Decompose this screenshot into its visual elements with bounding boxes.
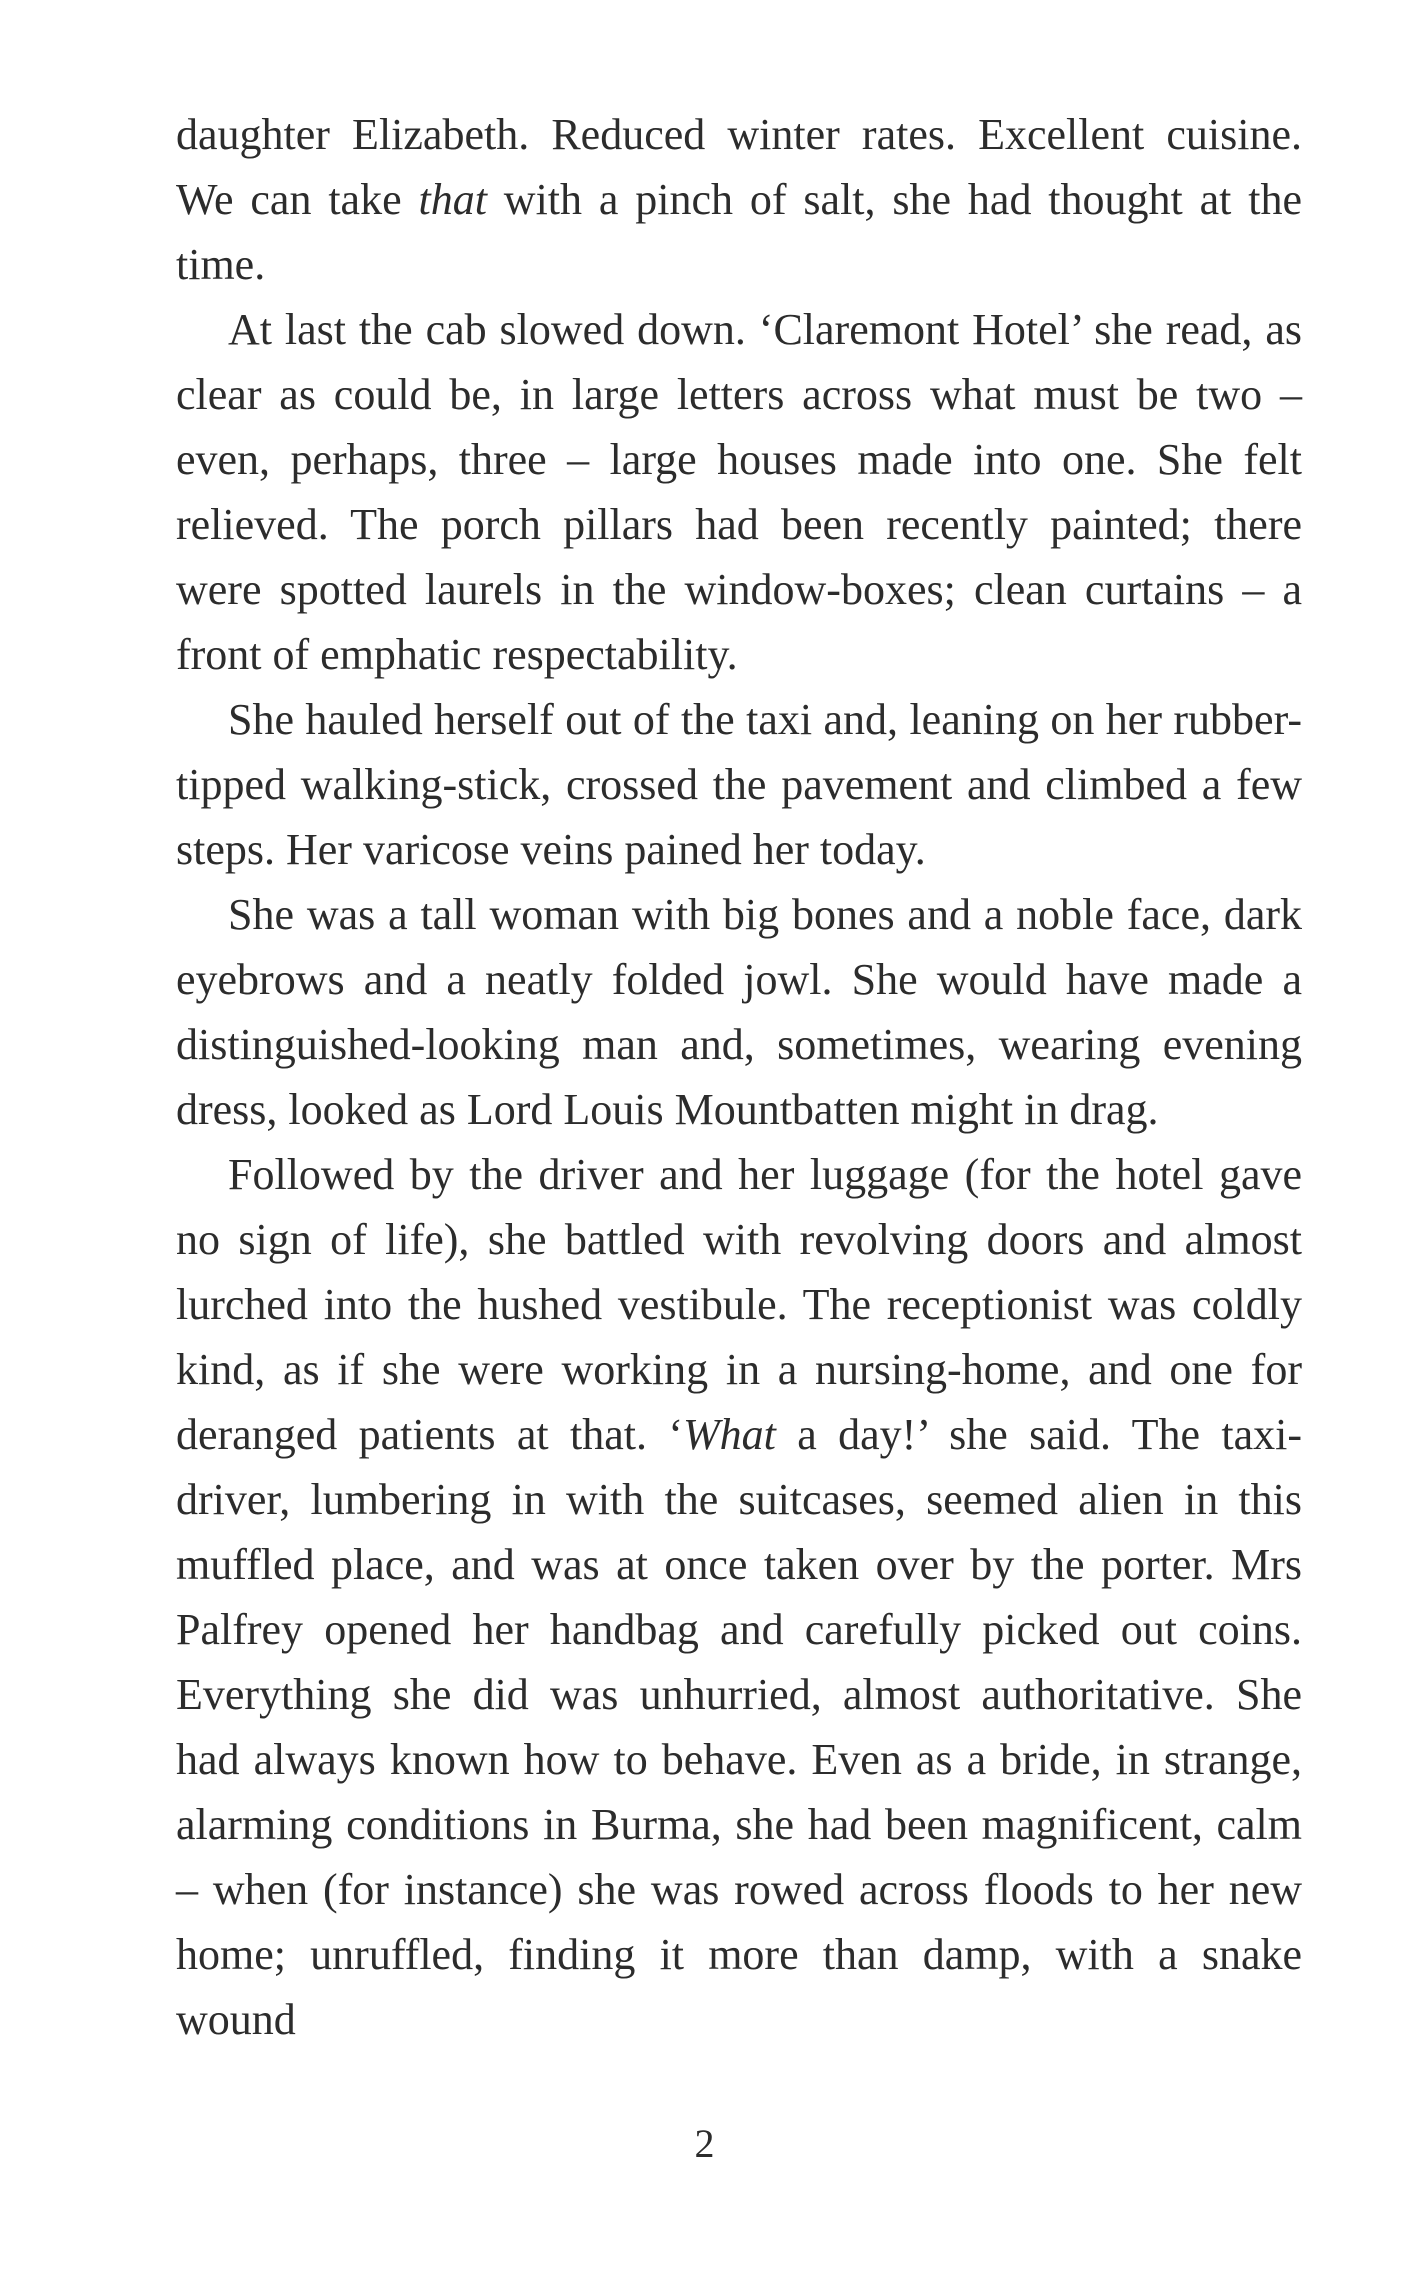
text-run: She was a tall woman with big bones and a noble face, dark eyebrows and a neatly folded jowl. She would have made a distinguished-looking man and, sometimes, wearing evening dress, looked as Lord Louis Mountbatten might in drag.: [176, 890, 1302, 1134]
page-number: 2: [694, 2121, 715, 2166]
text-run: Followed by the driver and her luggage (for the hotel gave no sign of life), she battled with revolving doors and almost lurched into the hushed vestibule. The receptionist was coldly kind, as if she were working in a nursing-home, and one for deranged patients at that. ‘: [176, 1150, 1302, 1459]
italic-text: What: [682, 1410, 776, 1459]
text-run: daughter Elizabeth. Reduced winter rates. Excellent cuisine. We can take: [176, 110, 1302, 224]
text-run: She hauled herself out of the taxi and, leaning on her rubber-tipped walking-stick, crossed the pavement and climbed a few steps. Her varicose veins pained her today.: [176, 695, 1302, 874]
text-run: with a pinch of salt, she had thought at the time.: [176, 175, 1302, 289]
paragraph: [176, 882, 1302, 1142]
text-run: At last the cab slowed down. ‘Claremont Hotel’ she read, as clear as could be, in large letters across what must be two – even, perhaps, three – large houses made into one. She felt relieved. The porch pillars had been recently painted; there were spotted laurels in the window-boxes; clean curtains – a front of emphatic respectability.: [176, 305, 1302, 679]
text-run: a day!’ she said. The taxi-driver, lumbering in with the suitcases, seemed alien in this muffled place, and was at once taken over by the porter. Mrs Palfrey opened her handbag and carefully picked out coins. Everything she did was unhurried, almost authoritative. She had always known how to behave. Even as a bride, in strange, alarming conditions in Burma, she had been magnificent, calm – when (for instance) she was rowed across floods to her new home; unruffled, finding it more than damp, with a snake wound: [176, 1410, 1302, 2044]
paragraph: [176, 687, 1302, 882]
paragraph: [176, 297, 1302, 687]
paragraph: [176, 1142, 1302, 2052]
body-text: [176, 102, 1302, 2052]
paragraph: [176, 102, 1302, 297]
italic-text: that: [418, 175, 487, 224]
